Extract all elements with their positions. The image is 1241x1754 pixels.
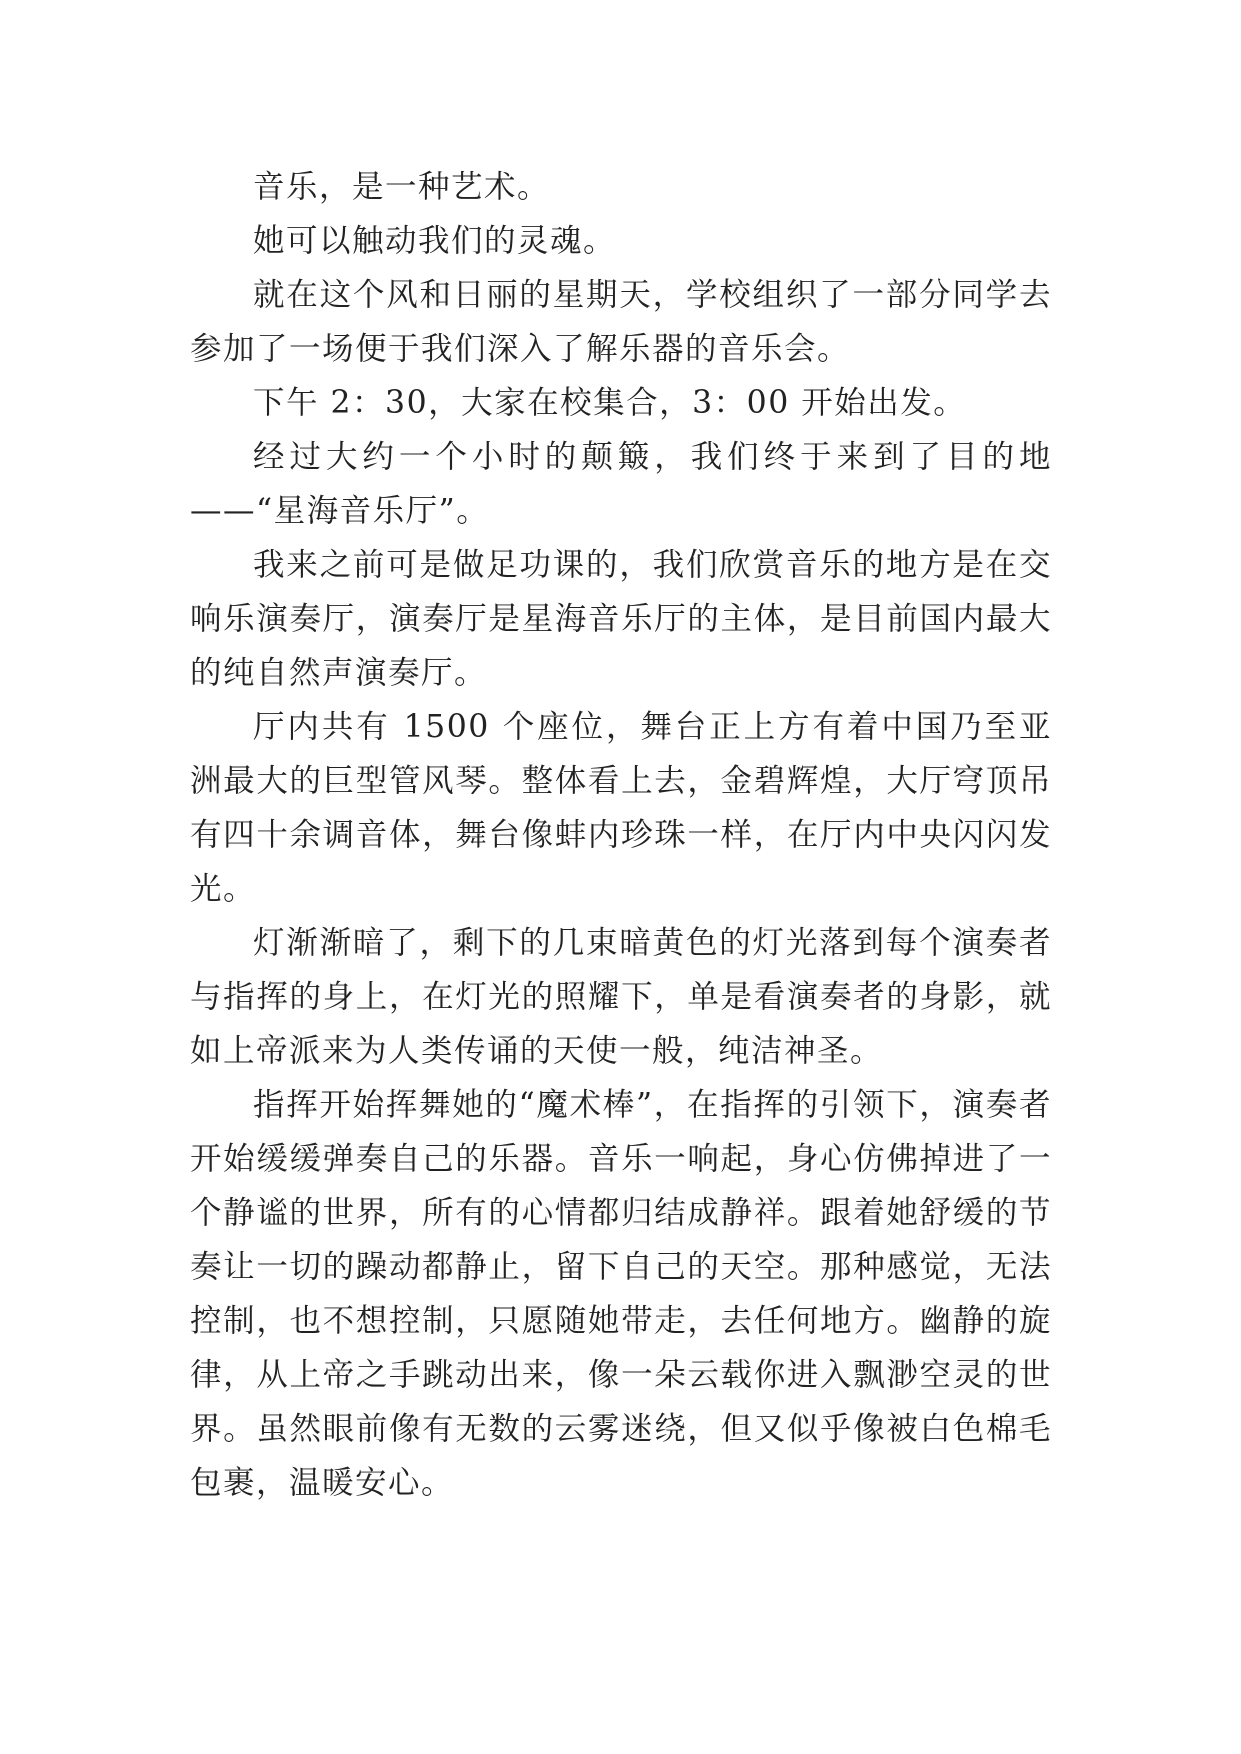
paragraph: 经过大约一个小时的颠簸，我们终于来到了目的地——“星海音乐厅”。 (190, 439, 1052, 529)
paragraph: 下午 2：30，大家在校集合，3：00 开始出发。 (253, 385, 967, 421)
paragraph: 就在这个风和日丽的星期天，学校组织了一部分同学去参加了一场便于我们深入了解乐器的音乐会。 (190, 277, 1052, 367)
paragraph: 指挥开始挥舞她的“魔术棒”，在指挥的引领下，演奏者开始缓缓弹奏自己的乐器。音乐一响起，身心仿佛掉进了一个静谧的世界，所有的心情都归结成静祥。跟着她舒缓的节奏让一切的躁动都静止，留下自己的天空。那种感觉，无法控制，也不想控制，只愿随她带走，去任何地方。幽静的旋律，从上帝之手跳动出来，像一朵云载你进入飘渺空灵的世界。虽然眼前像有无数的云雾迷绕，但又似乎像被白色棉毛包裹，温暖安心。 (190, 1087, 1052, 1501)
paragraph: 灯渐渐暗了，剩下的几束暗黄色的灯光落到每个演奏者与指挥的身上，在灯光的照耀下，单是看演奏者的身影，就如上帝派来为人类传诵的天使一般，纯洁神圣。 (190, 925, 1052, 1069)
document-body (190, 160, 1052, 1510)
paragraph: 音乐，是一种艺术。 (253, 169, 551, 205)
paragraph: 她可以触动我们的灵魂。 (253, 223, 617, 259)
paragraph: 厅内共有 1500 个座位，舞台正上方有着中国乃至亚洲最大的巨型管风琴。整体看上去，金碧辉煌，大厅穹顶吊有四十余调音体，舞台像蚌内珍珠一样，在厅内中央闪闪发光。 (190, 709, 1052, 907)
paragraph: 我来之前可是做足功课的，我们欣赏音乐的地方是在交响乐演奏厅，演奏厅是星海音乐厅的主体，是目前国内最大的纯自然声演奏厅。 (190, 547, 1052, 691)
